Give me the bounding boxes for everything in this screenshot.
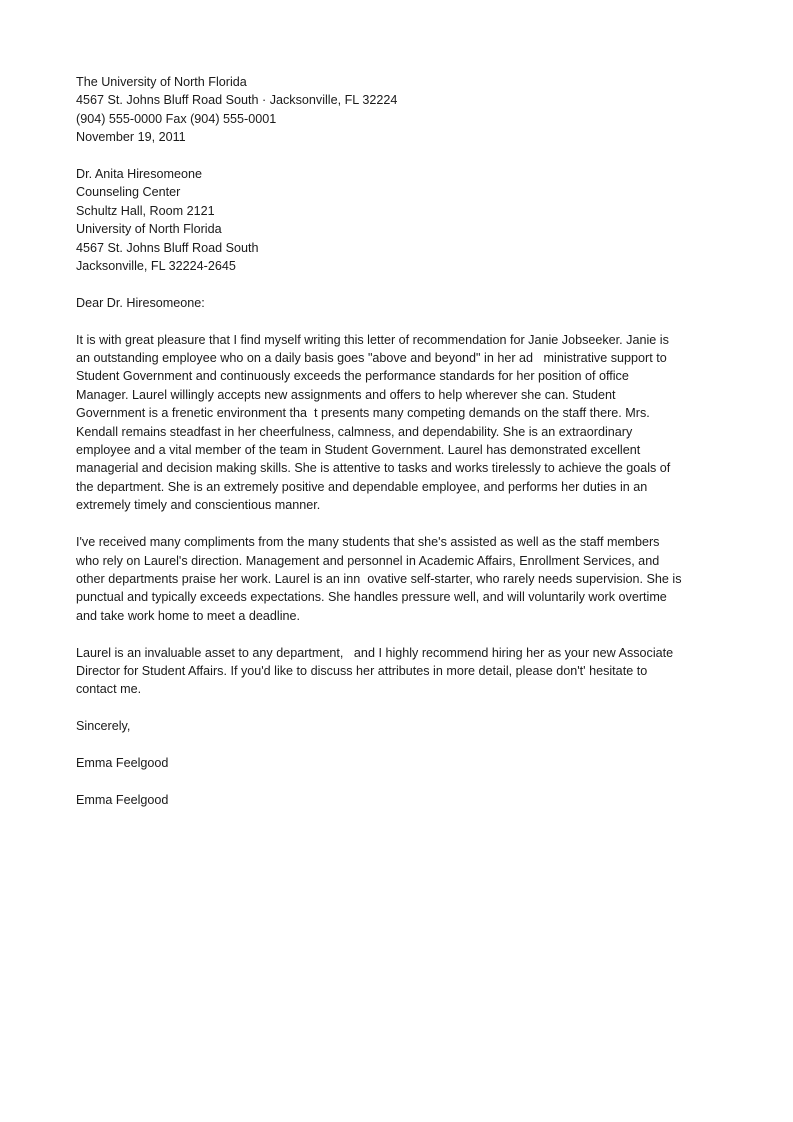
spacer [76,147,716,165]
printed-name-text: Emma Feelgood [76,792,169,807]
spacer [76,736,716,754]
paragraph-line: Kendall remains steadfast in her cheerfulness, calmness, and dependability. She is an extraordinary [76,424,633,439]
body-paragraph-3 [76,644,716,699]
body-paragraph-2 [76,533,716,625]
paragraph-line: I've received many compliments from the many students that she's assisted as well as the staff members [76,535,660,550]
recipient-city: Jacksonville, FL 32224-2645 [76,259,236,274]
recipient-department: Counseling Center [76,185,181,200]
spacer [76,275,716,293]
paragraph-line: who rely on Laurel's direction. Management and personnel in Academic Affairs, Enrollment Services, and [76,553,660,568]
closing [76,717,716,735]
signature [76,754,716,772]
sender-street: 4567 St. Johns Bluff Road South · Jacksonville, FL 32224 [76,93,398,108]
paragraph-line: Director for Student Affairs. If you'd like to discuss her attributes in more detail, please don't' hesitate to [76,663,648,678]
salutation [76,294,716,312]
sender-institution: The University of North Florida [76,75,247,89]
paragraph-line: the department. She is an extremely positive and dependable employee, and performs her duties in an [76,479,648,494]
sender-phone-fax: (904) 555-0000 Fax (904) 555-0001 [76,111,277,126]
paragraph-line: employee and a vital member of the team in Student Government. Laurel has demonstrated excellent [76,443,641,458]
paragraph-line: Government is a frenetic environment tha t presents many competing demands on the staff there. Mrs. [76,406,650,421]
letter-page [76,73,716,809]
recipient-address [76,165,716,275]
paragraph-line: other departments praise her work. Laurel is an inn ovative self-starter, who rarely needs supervision. She is [76,571,682,586]
recipient-institution: University of North Florida [76,222,222,237]
paragraph-line: Student Government and continuously exceeds the performance standards for her position of office [76,369,629,384]
paragraph-line: It is with great pleasure that I find myself writing this letter of recommendation for Janie Jobseeker. Janie is [76,332,669,347]
spacer [76,699,716,717]
paragraph-line: extremely timely and conscientious manner. [76,498,321,513]
letter-date: November 19, 2011 [76,130,186,145]
salutation-text: Dear Dr. Hiresomeone: [76,295,205,310]
paragraph-line: Laurel is an invaluable asset to any department, and I highly recommend hiring her as your new Associate [76,645,674,660]
paragraph-line: Manager. Laurel willingly accepts new assignments and offers to help wherever she can. Student [76,387,616,402]
paragraph-line: contact me. [76,682,142,697]
recipient-street: 4567 St. Johns Bluff Road South [76,240,259,255]
spacer [76,312,716,330]
paragraph-line: and take work home to meet a deadline. [76,608,301,623]
spacer [76,515,716,533]
sender-address [76,73,716,147]
closing-text: Sincerely, [76,719,131,734]
paragraph-line: managerial and decision making skills. She is attentive to tasks and works tirelessly to achieve the goals of [76,461,671,476]
paragraph-line: an outstanding employee who on a daily basis goes "above and beyond" in her ad ministrative support to [76,351,667,366]
spacer [76,772,716,790]
recipient-name: Dr. Anita Hiresomeone [76,167,202,182]
signature-text: Emma Feelgood [76,755,169,770]
recipient-room: Schultz Hall, Room 2121 [76,203,215,218]
paragraph-line: punctual and typically exceeds expectations. She handles pressure well, and will voluntarily work overtime [76,590,667,605]
printed-name [76,791,716,809]
body-paragraph-1 [76,331,716,515]
spacer [76,625,716,643]
